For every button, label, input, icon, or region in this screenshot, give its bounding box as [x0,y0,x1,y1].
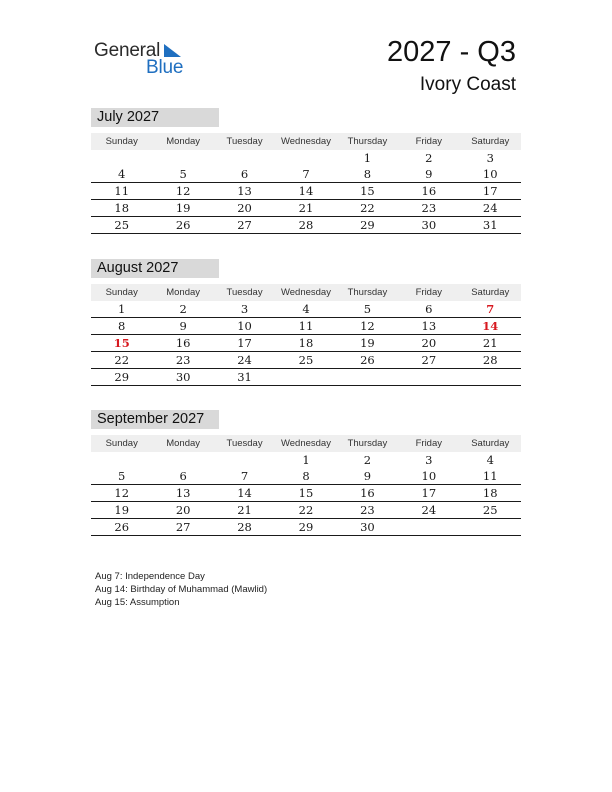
day-cell: 20 [175,503,191,517]
day-cell: 10 [482,167,498,181]
day-cell: 9 [363,469,372,483]
day-cell: 3 [240,302,249,316]
day-cell: 4 [486,453,494,467]
day-cell: 31 [482,218,498,232]
weeks [91,301,521,386]
day-name: Monday [166,287,201,298]
week-row [91,502,521,519]
day-cell: 26 [360,353,375,367]
week-row [91,318,521,335]
day-name: Sunday [105,438,138,449]
week-row [91,200,521,217]
empty-day-cell [275,150,336,166]
day-name: Tuesday [226,438,263,449]
empty-day-cell [398,369,459,385]
day-cell: 22 [114,353,130,367]
day-cell: 16 [360,486,375,500]
week-row [91,335,521,352]
month-title: July 2027 [91,108,219,127]
day-cell: 19 [114,503,130,517]
day-cell: 1 [363,151,372,165]
day-cell: 10 [421,469,437,483]
day-name: Saturday [471,287,510,298]
day-cell: 3 [425,453,433,467]
day-cell: 28 [237,520,252,534]
day-name: Wednesday [280,136,331,147]
day-cell: 18 [298,336,314,350]
day-cell: 13 [237,184,252,198]
week-row [91,369,521,386]
weeks [91,452,521,536]
day-cell: 8 [118,319,126,333]
day-cell: 11 [298,319,314,333]
day-cell: 29 [298,520,314,534]
day-cell: 27 [237,218,252,232]
day-name: Sunday [105,287,138,298]
day-name: Thursday [347,287,388,298]
day-cell: 6 [179,469,187,483]
month-title: August 2027 [91,259,219,278]
week-row [91,485,521,502]
country-name: Ivory Coast [419,74,516,95]
day-cell: 14 [298,184,314,198]
logo-text-blue: Blue [146,57,184,78]
day-name: Sunday [105,136,138,147]
day-cell: 21 [237,503,252,517]
day-cell: 24 [482,201,498,215]
day-cell: 30 [175,370,191,384]
week-row [91,183,521,200]
empty-day-cell [214,150,275,166]
week-row [91,519,521,536]
day-cell: 24 [421,503,437,517]
day-cell: 23 [175,353,191,367]
day-cell: 20 [237,201,252,215]
day-name: Monday [166,136,201,147]
empty-day-cell [91,452,152,468]
day-cell: 27 [175,520,191,534]
day-cell: 5 [118,469,126,483]
empty-day-cell [152,452,213,468]
day-cell: 4 [302,302,310,316]
day-name: Thursday [347,438,388,449]
day-cell: 17 [237,336,252,350]
day-cell: 30 [421,218,437,232]
weeks [91,150,521,234]
day-cell: 8 [302,469,310,483]
day-cell: 8 [363,167,372,181]
logo-text-general: General [94,40,161,61]
day-cell: 18 [482,486,498,500]
empty-day-cell [337,369,398,385]
day-names-row [91,435,521,452]
week-row [91,217,521,234]
empty-day-cell [214,452,275,468]
day-cell: 21 [482,336,498,350]
day-cell: 19 [360,336,375,350]
empty-day-cell [91,150,152,166]
holiday-note: Aug 7: Independence Day [95,571,205,582]
empty-day-cell [275,369,336,385]
day-cell: 7 [302,167,310,181]
day-name: Wednesday [280,287,331,298]
day-cell: 28 [298,218,314,232]
empty-day-cell [152,150,213,166]
week-row [91,301,521,318]
day-name: Tuesday [226,136,263,147]
day-cell: 15 [360,184,375,198]
page-title: 2027 - Q3 [387,36,516,68]
day-cell: 13 [175,486,191,500]
day-name: Tuesday [226,287,263,298]
day-cell: 11 [114,184,130,198]
day-cell: 7 [240,469,249,483]
day-cell: 25 [482,503,498,517]
holiday-note: Aug 15: Assumption [95,597,180,608]
day-cell: 19 [175,201,191,215]
day-name: Friday [415,438,443,449]
day-cell: 26 [175,218,191,232]
day-cell: 23 [360,503,375,517]
day-cell: 22 [360,201,375,215]
month-block-september [91,410,521,536]
day-cell: 29 [114,370,130,384]
day-name: Wednesday [280,438,331,449]
day-cell: 14 [482,319,499,333]
day-cell: 15 [113,336,130,350]
day-cell: 14 [237,486,252,500]
day-cell: 1 [302,453,310,467]
day-name: Friday [415,287,443,298]
week-row [91,352,521,369]
day-cell: 16 [175,336,191,350]
week-row [91,452,521,468]
day-cell: 31 [237,370,252,384]
day-cell: 15 [298,486,314,500]
day-cell: 28 [482,353,498,367]
day-cell: 30 [360,520,375,534]
month-title: September 2027 [91,410,219,429]
logo-triangle-icon [160,44,182,58]
empty-day-cell [460,519,521,535]
day-cell: 25 [298,353,314,367]
day-cell: 27 [421,353,437,367]
day-cell: 21 [298,201,314,215]
day-names-row [91,284,521,301]
day-cell: 29 [360,218,375,232]
day-cell: 16 [421,184,437,198]
day-cell: 12 [175,184,191,198]
day-name: Monday [166,438,201,449]
day-name: Saturday [471,438,510,449]
day-cell: 3 [486,151,494,165]
day-cell: 18 [114,201,130,215]
day-cell: 12 [360,319,375,333]
day-cell: 10 [237,319,252,333]
day-cell: 4 [118,167,126,181]
week-row [91,150,521,166]
day-cell: 9 [179,319,187,333]
day-cell: 6 [240,167,249,181]
day-names-row [91,133,521,150]
day-cell: 1 [118,302,126,316]
day-cell: 9 [425,167,433,181]
week-row [91,166,521,183]
day-cell: 5 [179,167,187,181]
day-cell: 24 [237,353,252,367]
day-cell: 12 [114,486,130,500]
day-cell: 25 [114,218,130,232]
day-cell: 17 [482,184,498,198]
day-cell: 11 [482,469,498,483]
month-block-august [91,259,521,386]
day-name: Thursday [347,136,388,147]
day-cell: 17 [421,486,437,500]
day-cell: 2 [179,302,187,316]
month-block-july [91,108,521,234]
day-cell: 7 [486,302,495,316]
day-name: Friday [415,136,443,147]
day-cell: 13 [421,319,437,333]
generalblue-logo [94,40,194,80]
empty-day-cell [398,519,459,535]
day-cell: 23 [421,201,437,215]
day-cell: 20 [421,336,437,350]
day-name: Saturday [471,136,510,147]
day-cell: 26 [114,520,130,534]
day-cell: 22 [298,503,314,517]
day-cell: 5 [363,302,372,316]
day-cell: 2 [425,151,433,165]
week-row [91,468,521,485]
empty-day-cell [460,369,521,385]
day-cell: 2 [363,453,372,467]
holiday-note: Aug 14: Birthday of Muhammad (Mawlid) [95,584,268,595]
holiday-notes [95,570,267,609]
day-cell: 6 [425,302,433,316]
